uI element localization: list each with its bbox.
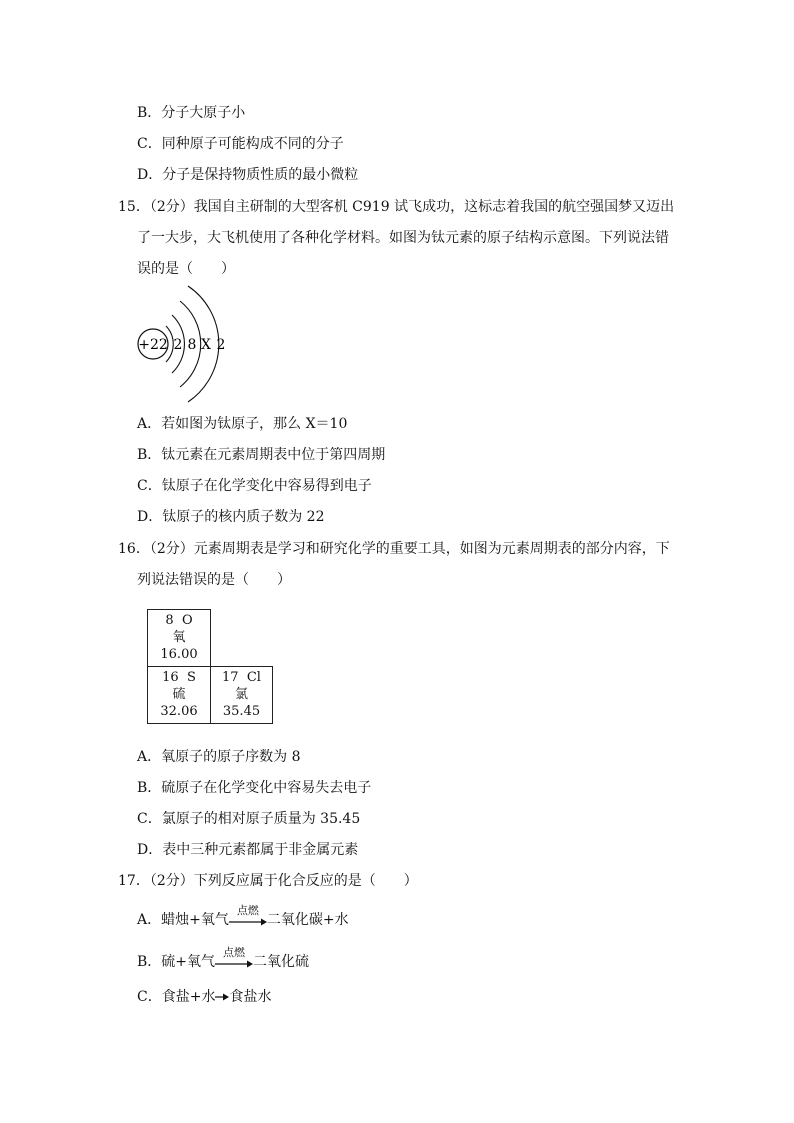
- reaction-condition: 点燃: [236, 904, 259, 917]
- element-name: 氧: [172, 630, 186, 645]
- element-name: 氯: [234, 687, 248, 702]
- arrow-right-icon: [215, 993, 229, 1001]
- q16-option-a: [137, 747, 300, 767]
- q14-option-c: [137, 134, 344, 154]
- arrow-right-icon: [215, 960, 253, 968]
- products: 食盐水: [229, 989, 272, 1005]
- option-key: C．: [137, 989, 162, 1005]
- question-number: 15．: [118, 199, 150, 215]
- reactants: 蜡烛+氧气: [161, 912, 229, 928]
- q14-option-d: [137, 165, 358, 185]
- option-text: 氧原子的原子序数为 8: [161, 749, 301, 765]
- element-header: 16 S: [162, 670, 196, 685]
- q15-stem-line-1: [118, 197, 674, 217]
- q15-option-a: [137, 414, 347, 434]
- option-key: A．: [137, 749, 162, 765]
- arrow-right-icon: [229, 918, 267, 926]
- option-key: B．: [137, 105, 162, 121]
- question-text: （2分）下列反应属于化合反应的是（ ）: [149, 873, 418, 889]
- question-text: （2分）我国自主研制的大型客机 C919 试飞成功，这标志着我国的航空强国梦又迈出: [149, 199, 675, 215]
- option-text: 分子是保持物质性质的最小微粒: [162, 167, 359, 183]
- element-mass: 35.45: [222, 704, 261, 719]
- q16-stem-line-2: 列说法错误的是（ ）: [137, 572, 291, 588]
- option-text: 表中三种元素都属于非金属元素: [162, 842, 359, 858]
- reaction-arrow: [229, 904, 267, 930]
- q16-option-d: [137, 840, 358, 860]
- element-cell-oxygen: [147, 609, 211, 667]
- q16-stem-line-1: [118, 539, 670, 559]
- question-number: 16．: [118, 541, 150, 557]
- option-text: 同种原子可能构成不同的分子: [161, 136, 344, 152]
- element-cell-chlorine: [210, 666, 273, 724]
- option-text: 氯原子的相对原子质量为 35.45: [161, 811, 361, 827]
- question-number: 17．: [118, 873, 150, 889]
- q17-option-b: [137, 946, 310, 972]
- products: 二氧化碳+水: [266, 912, 349, 928]
- option-key: B．: [137, 954, 162, 970]
- shell-electrons-1: 2: [173, 337, 183, 353]
- q15-stem-line-2: 了一大步，大飞机使用了各种化学材料。如图为钛元素的原子结构示意图。下列说法错: [137, 230, 669, 246]
- q16-option-b: [137, 778, 371, 798]
- reaction-condition: 点燃: [223, 946, 246, 959]
- reaction-arrow: [215, 946, 253, 972]
- q17-option-a: [137, 904, 349, 930]
- q15-option-b: [137, 445, 385, 465]
- q17-stem: [118, 871, 418, 891]
- option-text: 钛原子的核内质子数为 22: [162, 509, 325, 525]
- question-text: （2分）元素周期表是学习和研究化学的重要工具，如图为元素周期表的部分内容，下: [149, 541, 670, 557]
- option-text: 钛元素在元素周期表中位于第四周期: [161, 447, 386, 463]
- option-key: C．: [137, 136, 162, 152]
- q15-option-d: [137, 507, 325, 527]
- option-key: C．: [137, 478, 162, 494]
- q15-stem-line-3: 误的是（ ）: [137, 261, 235, 277]
- nucleus-charge: +22: [138, 337, 168, 353]
- element-mass: 32.06: [160, 704, 198, 719]
- option-text: 硫原子在化学变化中容易失去电子: [161, 780, 372, 796]
- element-name: 硫: [172, 687, 186, 702]
- q17-option-c: [137, 987, 271, 1007]
- option-key: B．: [137, 780, 162, 796]
- option-key: D．: [137, 167, 163, 183]
- option-key: D．: [137, 842, 163, 858]
- option-text: 钛原子在化学变化中容易得到电子: [161, 478, 372, 494]
- option-key: A．: [137, 416, 162, 432]
- shell-electrons-2: 8: [187, 337, 197, 353]
- option-key: D．: [137, 509, 163, 525]
- atom-structure-diagram: [136, 282, 246, 408]
- reactants: 食盐+水: [161, 989, 216, 1005]
- q15-option-c: [137, 476, 372, 496]
- q16-option-c: [137, 809, 360, 829]
- element-mass: 16.00: [160, 647, 198, 662]
- shell-electrons-4: 2: [216, 337, 226, 353]
- option-key: C．: [137, 811, 162, 827]
- option-key: B．: [137, 447, 162, 463]
- element-header: 17 Cl: [222, 670, 261, 685]
- element-cell-sulfur: [147, 666, 211, 724]
- reactants: 硫+氧气: [161, 954, 216, 970]
- element-header: 8 O: [165, 613, 193, 628]
- option-text: 分子大原子小: [161, 105, 246, 121]
- q14-option-b: [137, 103, 245, 123]
- option-key: A．: [137, 912, 162, 928]
- products: 二氧化硫: [253, 954, 310, 970]
- option-text: 若如图为钛原子，那么 X＝10: [161, 416, 348, 432]
- shell-electrons-3: X: [201, 337, 211, 353]
